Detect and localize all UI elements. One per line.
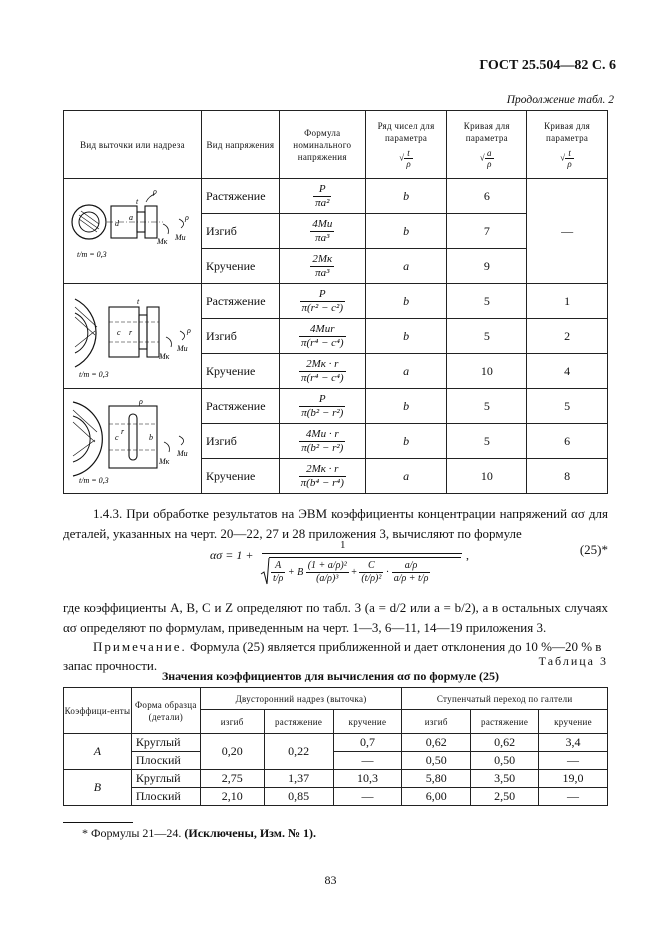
t2-num: (1 + a/ρ)² [307,560,347,571]
footnote [82,826,316,841]
formula-num: P [318,182,326,195]
shape-cell: Круглый [131,734,200,752]
formula-25 [210,539,469,590]
param-num: a [487,148,492,158]
label-d: d [115,218,120,228]
param-num: t [407,148,411,158]
sketch-hollow-round-groove [64,284,202,389]
param-den: ρ [406,159,411,169]
curve1-cell: 5 [447,319,527,354]
stress-type: Кручение [201,354,279,389]
footnote-rule [63,822,133,823]
formula-den: π(r² − c²) [301,301,344,314]
formula-den: π(r⁴ − c⁴) [300,336,344,349]
curve2-cell: 2 [527,319,608,354]
section-1-4-3: 1.4.3. При обработке результатов на ЭВМ коэффициенты концентрации напряжений ασ для деталей, указанных на черт. 20—22, 27 и 28 приложения 3, вычисляют по формуле [63,506,608,541]
value-cell: 0,62 [471,734,539,752]
formula-cell [279,284,365,319]
table-row [64,770,608,788]
curve1-cell: 6 [447,179,527,214]
label-c: c [117,327,122,337]
formula-num: 4Mиr [310,322,335,335]
formula-num: 2Mк · r [306,357,339,370]
stress-type: Кручение [201,459,279,494]
formula-cell [279,214,365,249]
document-header: ГОСТ 25.504—82 С. 6 [479,58,616,73]
series-cell: a [365,459,447,494]
value-cell: 0,22 [264,734,333,770]
label-r: r [121,426,125,436]
header-groove: Двусторонний надрез (выточка) [200,688,402,710]
shape-cell: Плоский [131,788,200,806]
sqrt-sign [260,556,270,586]
header-curve-2 [527,111,608,179]
label-mi: Mи [177,343,189,353]
value-cell: — [539,788,608,806]
sqrt-param-2: √ $\frac{a}{\rho}$ [479,148,492,169]
header-torsion: кручение [333,710,402,734]
table-row [64,734,608,752]
label-r: r [129,327,133,337]
value-cell: 0,7 [333,734,402,752]
label-a: a [129,212,134,222]
formula-cell [279,459,365,494]
curve2-cell: 5 [527,389,608,424]
series-cell: a [365,354,447,389]
table-3-label: Таблица 3 [538,654,608,668]
label-mi: Mи [175,232,187,242]
coefficients-text: где коэффициенты A, B, C и Z определяют по табл. 3 (a = d/2 или a = b/2), а в остальных случаях ασ определяют по формулам, приведенным на черт. 1—3, 6—11, 14—19 приложения 3. [63,600,608,635]
t3-num: C [368,560,375,571]
table-row [64,179,608,214]
t2-den: (a/ρ)³ [306,572,349,585]
curve1-cell: 5 [447,389,527,424]
label-mk: Mк [157,236,168,246]
label-b: b [149,432,154,442]
table-row [64,788,608,806]
stress-type: Растяжение [201,389,279,424]
value-cell: 1,37 [264,770,333,788]
curve1-cell: 7 [447,214,527,249]
coeff-cell: A [64,734,132,770]
stress-type: Изгиб [201,214,279,249]
t1-num: A [275,560,282,571]
value-cell: 0,50 [471,752,539,770]
series-cell: b [365,179,447,214]
stress-type: Растяжение [201,284,279,319]
header-stress-type: Вид напряжения [201,111,279,179]
table-2 [63,110,608,494]
sqrt-bar [269,557,461,558]
formula-cell [279,389,365,424]
stress-type: Растяжение [201,179,279,214]
formula-den: πa³ [310,266,334,280]
stress-type: Изгиб [201,319,279,354]
formula-numerator: 1 [340,539,346,551]
header-curve-1 [447,111,527,179]
curve1-cell: 10 [447,354,527,389]
value-cell: — [333,752,402,770]
label-ratio: t/m = 0,3 [77,249,108,259]
curve2-cell: 1 [527,284,608,319]
header-number-series [365,111,447,179]
series-cell: b [365,214,447,249]
param-num: t [568,148,572,158]
value-cell: 3,50 [471,770,539,788]
header-shape: Форма образца (детали) [131,688,200,734]
label-t: t [137,296,140,306]
series-cell: b [365,389,447,424]
header-coeff: Коэффици-енты [64,688,132,734]
value-cell: — [333,788,402,806]
series-cell: b [365,319,447,354]
curve2-cell: 4 [527,354,608,389]
label-ratio: t/m = 0,3 [79,475,110,485]
label-rho-2: ρ [185,212,190,222]
t4-num: a/ρ [404,560,418,571]
value-cell: — [539,752,608,770]
label-c: c [115,432,120,442]
label-rho: ρ [139,396,144,406]
round-groove-drawing [67,182,197,277]
curve1-cell: 9 [447,249,527,284]
value-cell: 0,62 [402,734,471,752]
hollow-groove-drawing [67,287,197,382]
formula-comma: , [466,548,469,562]
formula-num: P [318,392,326,405]
curve1-cell: 5 [447,284,527,319]
label-rho: ρ [187,325,192,335]
param-den: ρ [485,158,494,169]
formula-num: 4Mи · r [305,427,339,440]
sketch-round-groove [64,179,202,284]
note-text: Формула (25) является приближенной и дает отклонения до 10 %—20 % в запас прочности. [63,639,602,673]
formula-den: πa³ [310,231,334,245]
value-cell: 2,75 [200,770,264,788]
formula-num: P [318,287,326,300]
note-label: Примечание. [93,639,187,654]
formula-cell [279,319,365,354]
sketch-flat-groove [64,389,202,494]
table-row [64,389,608,424]
series-cell: a [365,249,447,284]
page-number: 83 [324,873,337,887]
sqrt-param-3: √ $\frac{t}{\rho}$ [560,148,573,169]
footnote-text: * Формулы 21—24. [82,826,182,840]
table-continuation-label: Продолжение табл. 2 [506,94,614,106]
coeff-cell: B [64,770,132,806]
formula-lhs: ασ = 1 + [210,548,254,562]
header-tension: растяжение [471,710,539,734]
header-number-series-text: Ряд чисел для параметра [377,121,435,143]
shape-cell: Круглый [131,770,200,788]
formula-cell [279,179,365,214]
value-cell: 2,10 [200,788,264,806]
header-bend: изгиб [402,710,471,734]
value-cell: 0,85 [264,788,333,806]
formula-den: π(b² − r²) [301,406,344,419]
shape-cell: Плоский [131,752,200,770]
value-cell: 5,80 [402,770,471,788]
value-cell: 2,50 [471,788,539,806]
table-row [64,752,608,770]
formula-tag: (25)* [579,542,608,557]
label-rho: ρ [153,186,158,196]
stress-type: Кручение [201,249,279,284]
value-cell: 3,4 [539,734,608,752]
formula-den: πa² [315,196,330,209]
header-torsion: кручение [539,710,608,734]
t3-den: (t/ρ)² [361,573,382,584]
curve2-merged-cell: — [527,179,608,284]
formula-den: π(r⁴ − c⁴) [300,371,344,384]
table-3-title: Значения коэффициентов для вычисления ασ по формуле (25) [161,669,500,683]
curve2-cell: 8 [527,459,608,494]
label-mk: Mк [159,351,170,361]
formula-cell [279,424,365,459]
curve1-cell: 10 [447,459,527,494]
value-cell: 19,0 [539,770,608,788]
table-2-header-row [64,111,608,179]
t1-den: t/ρ [273,573,284,584]
formula-main-bar [262,553,462,554]
table-row [64,284,608,319]
value-cell: 6,00 [402,788,471,806]
param-den: ρ [567,159,573,169]
formula-den: π(b² − r²) [301,441,344,454]
label-t: t [136,196,139,206]
label-mk: Mк [159,456,170,466]
formula-cell [279,249,365,284]
header-curve-1-text: Кривая для параметра [463,121,510,143]
series-cell: b [365,284,447,319]
value-cell: 0,20 [200,734,264,770]
header-tension: растяжение [264,710,333,734]
header-groove-type: Вид выточки или надреза [64,111,202,179]
table-3 [63,687,608,806]
table-3-header-row [64,688,608,710]
label-ratio: t/m = 0,3 [79,369,110,379]
label-mi: Mи [177,448,189,458]
flat-groove-drawing [67,392,197,487]
formula-den: π(b⁴ − r⁴) [300,476,344,489]
value-cell: 10,3 [333,770,402,788]
header-curve-2-text: Кривая для параметра [544,121,591,143]
header-formula: Формула номинального напряжения [279,111,365,179]
stress-type: Изгиб [201,424,279,459]
formula-cell [279,354,365,389]
footnote-bold: (Исключены, Изм. № 1). [184,826,317,840]
formula-num: 4Mи [312,217,333,230]
series-cell: b [365,424,447,459]
curve1-cell: 5 [447,424,527,459]
curve2-cell: 6 [527,424,608,459]
sqrt-param-1: √ $\frac{t}{\rho}$ [399,148,411,169]
header-bend: изгиб [200,710,264,734]
formula-num: 2Mк [312,252,333,265]
t4-den: a/ρ + t/ρ [393,573,429,584]
formula-denominator: $\frac{A}{t/\rho}$ + B $\frac{\text{(1 + a/ρ)²}}{\text{(a/ρ)³}}$ + $\frac{C}{\text{(t/ρ)²}}$ · $\frac{a/\rho}{a/\rho + t/\rho}$ [273,560,429,584]
value-cell: 0,50 [402,752,471,770]
formula-num: 2Mк · r [306,462,339,475]
plus-b: + B [287,566,304,578]
header-fillet: Ступенчатый переход по галтели [402,688,608,710]
plus: + [351,566,357,578]
